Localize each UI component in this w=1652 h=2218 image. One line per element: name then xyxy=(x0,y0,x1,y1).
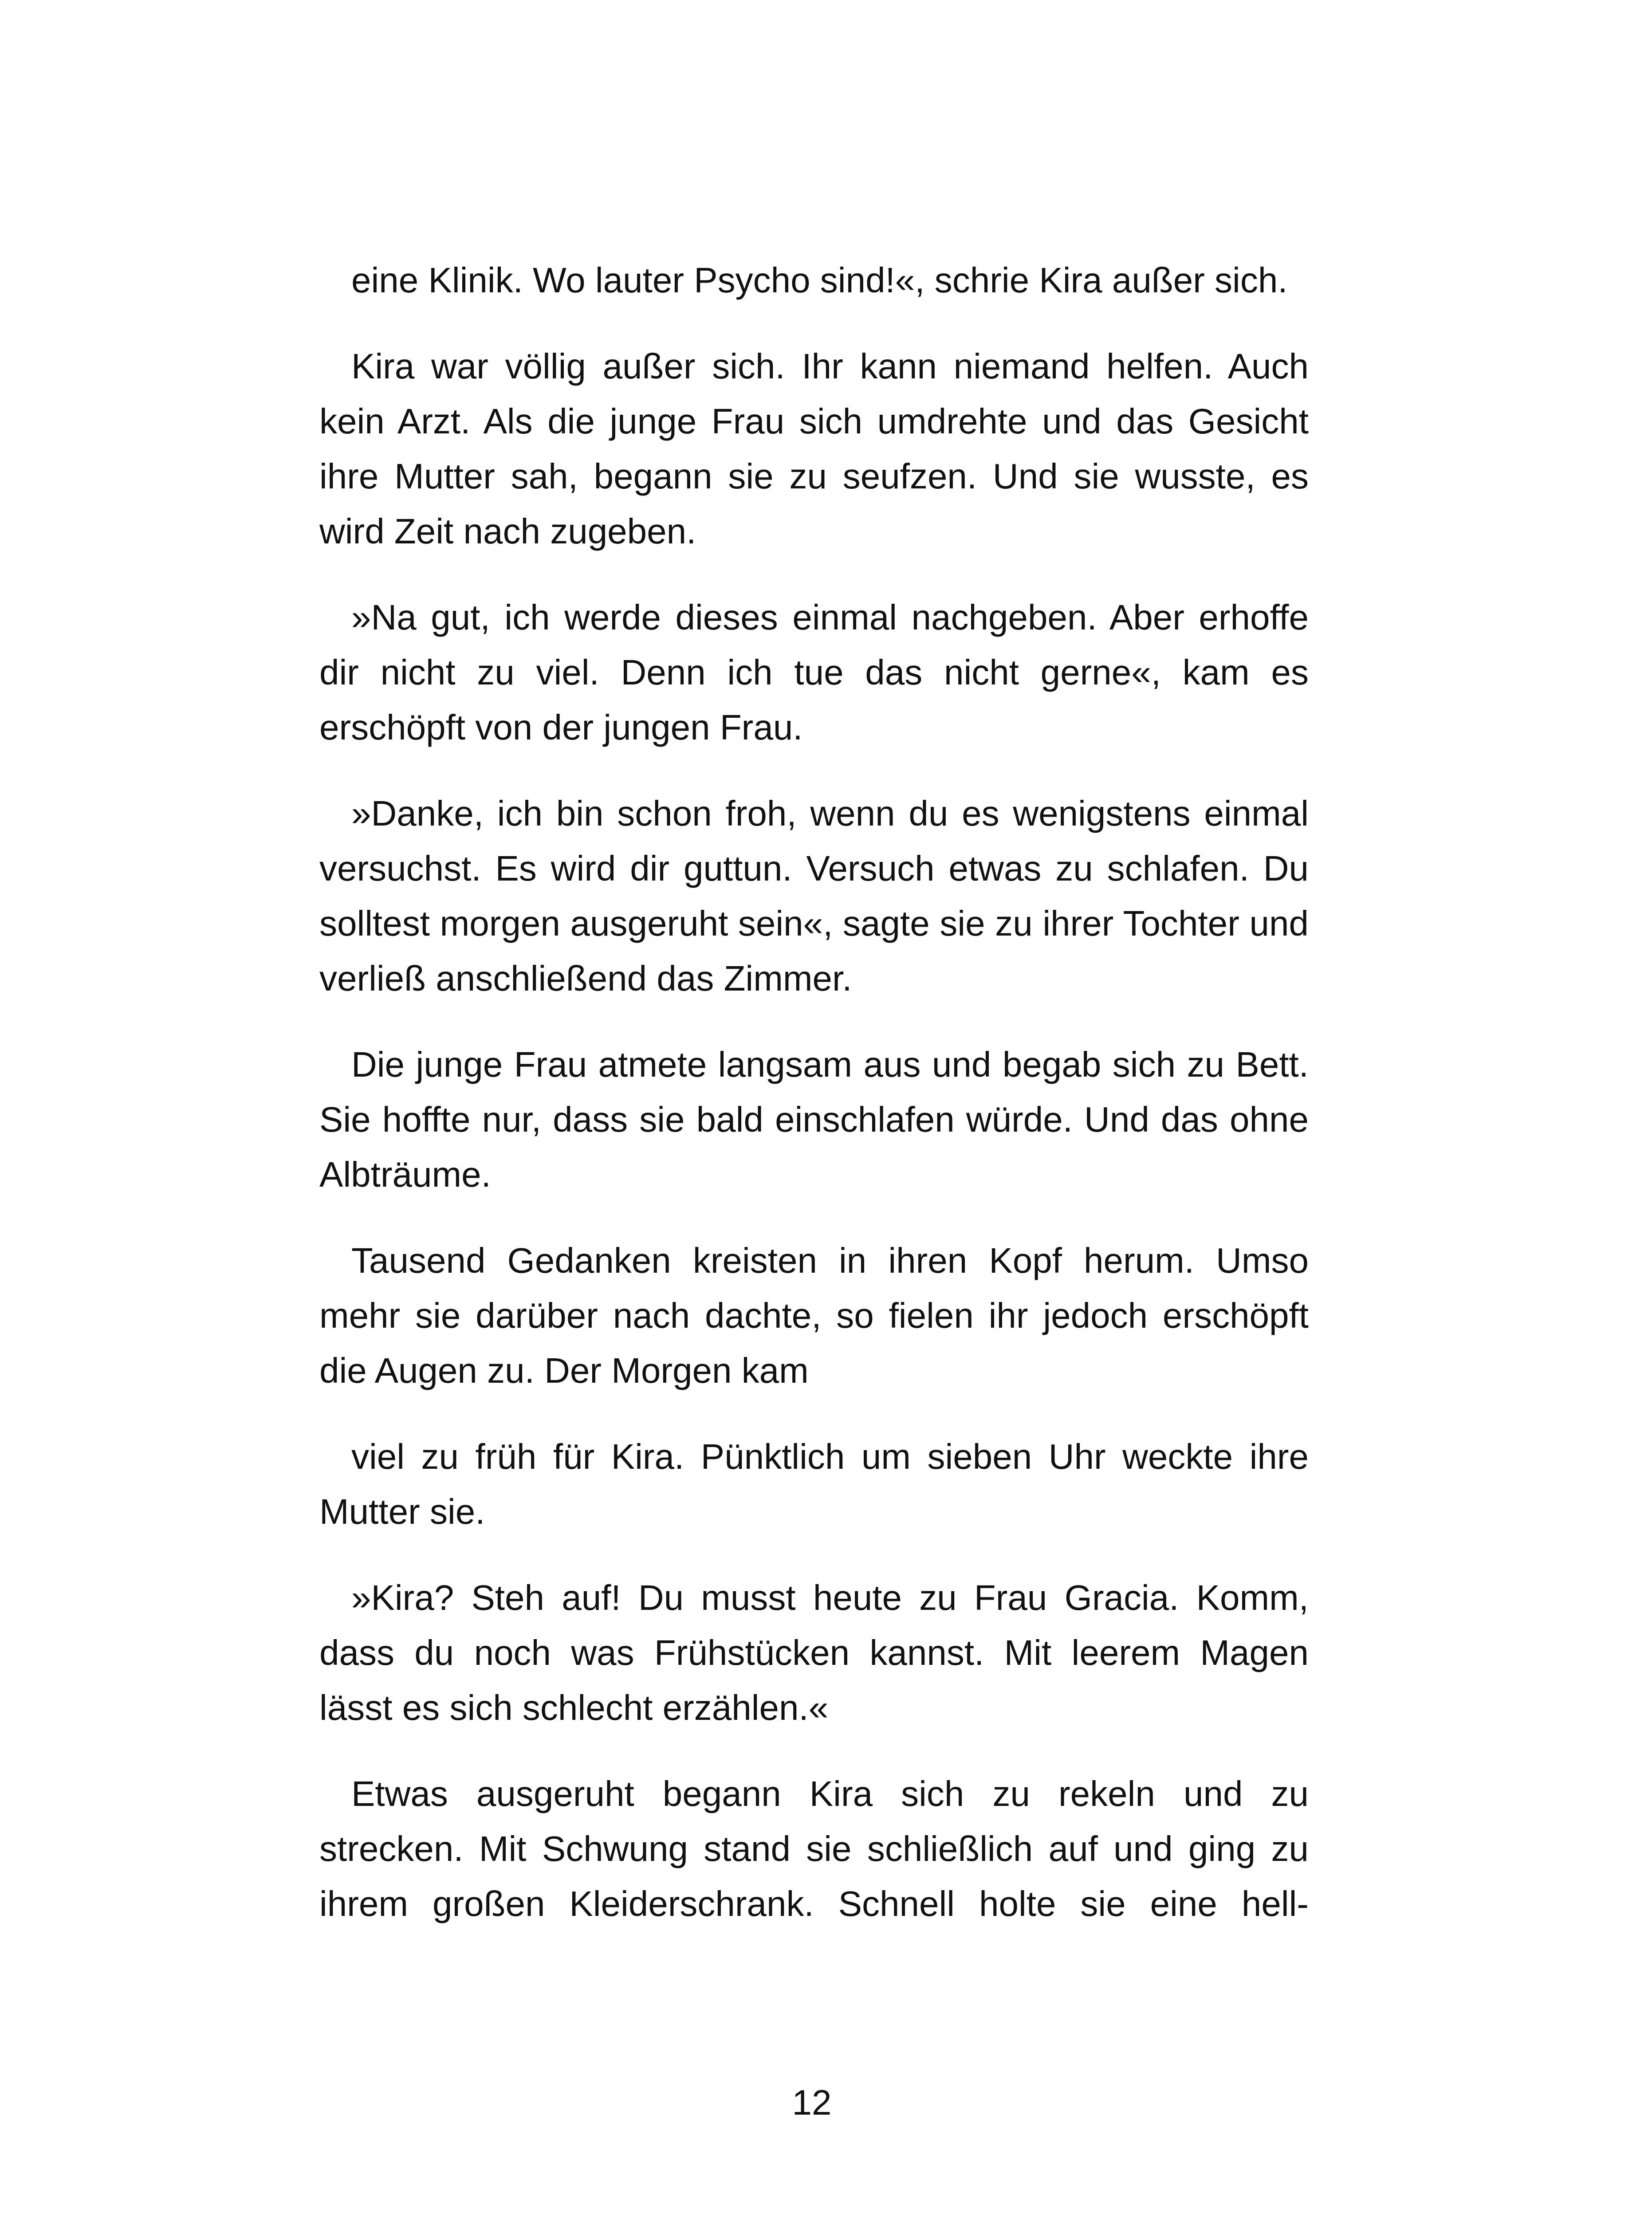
paragraph-8: »Kira? Steh auf! Du musst heute zu Frau Gracia. Komm, dass du noch was Frühstücken kannst. Mit leerem Magen lässt es sich schlecht erzählen.« xyxy=(319,1578,1309,1727)
paragraph-6: Tausend Gedanken kreisten in ihren Kopf herum. Umso mehr sie darüber nach dachte, so fielen ihr jedoch erschöpft die Augen zu. Der Morgen kam xyxy=(319,1241,1309,1390)
paragraph-9: Etwas ausgeruht begann Kira sich zu rekeln und zu strecken. Mit Schwung stand sie schließlich auf und ging zu ihrem großen Kleiderschrank. Schnell holte sie eine hell- xyxy=(319,1774,1309,1923)
paragraph-4: »Danke, ich bin schon froh, wenn du es wenigstens einmal versuchst. Es wird dir guttun. Versuch etwas zu schlafen. Du solltest morgen ausgeruht sein«, sagte sie zu ihrer Tochter und verließ anschließend das Zimmer. xyxy=(319,794,1309,998)
paragraph-7: viel zu früh für Kira. Pünktlich um sieben Uhr weckte ihre Mutter sie. xyxy=(319,1437,1309,1531)
paragraph-5: Die junge Frau atmete langsam aus und begab sich zu Bett. Sie hoffte nur, dass sie bald einschlafen würde. Und das ohne Albträume. xyxy=(319,1045,1309,1194)
body-text xyxy=(319,253,1309,1962)
paragraph-2: Kira war völlig außer sich. Ihr kann niemand helfen. Auch kein Arzt. Als die junge Frau sich umdrehte und das Gesicht ihre Mutter sah, begann sie zu seufzen. Und sie wusste, es wird Zeit nach zugeben. xyxy=(319,346,1309,551)
paragraph-3: »Na gut, ich werde dieses einmal nachgeben. Aber erhoffe dir nicht zu viel. Denn ich tue das nicht gerne«, kam es erschöpft von der jungen Frau. xyxy=(319,598,1309,747)
paragraph-1: eine Klinik. Wo lauter Psycho sind!«, schrie Kira außer sich. xyxy=(351,260,1288,300)
page-number: 12 xyxy=(792,2083,832,2122)
